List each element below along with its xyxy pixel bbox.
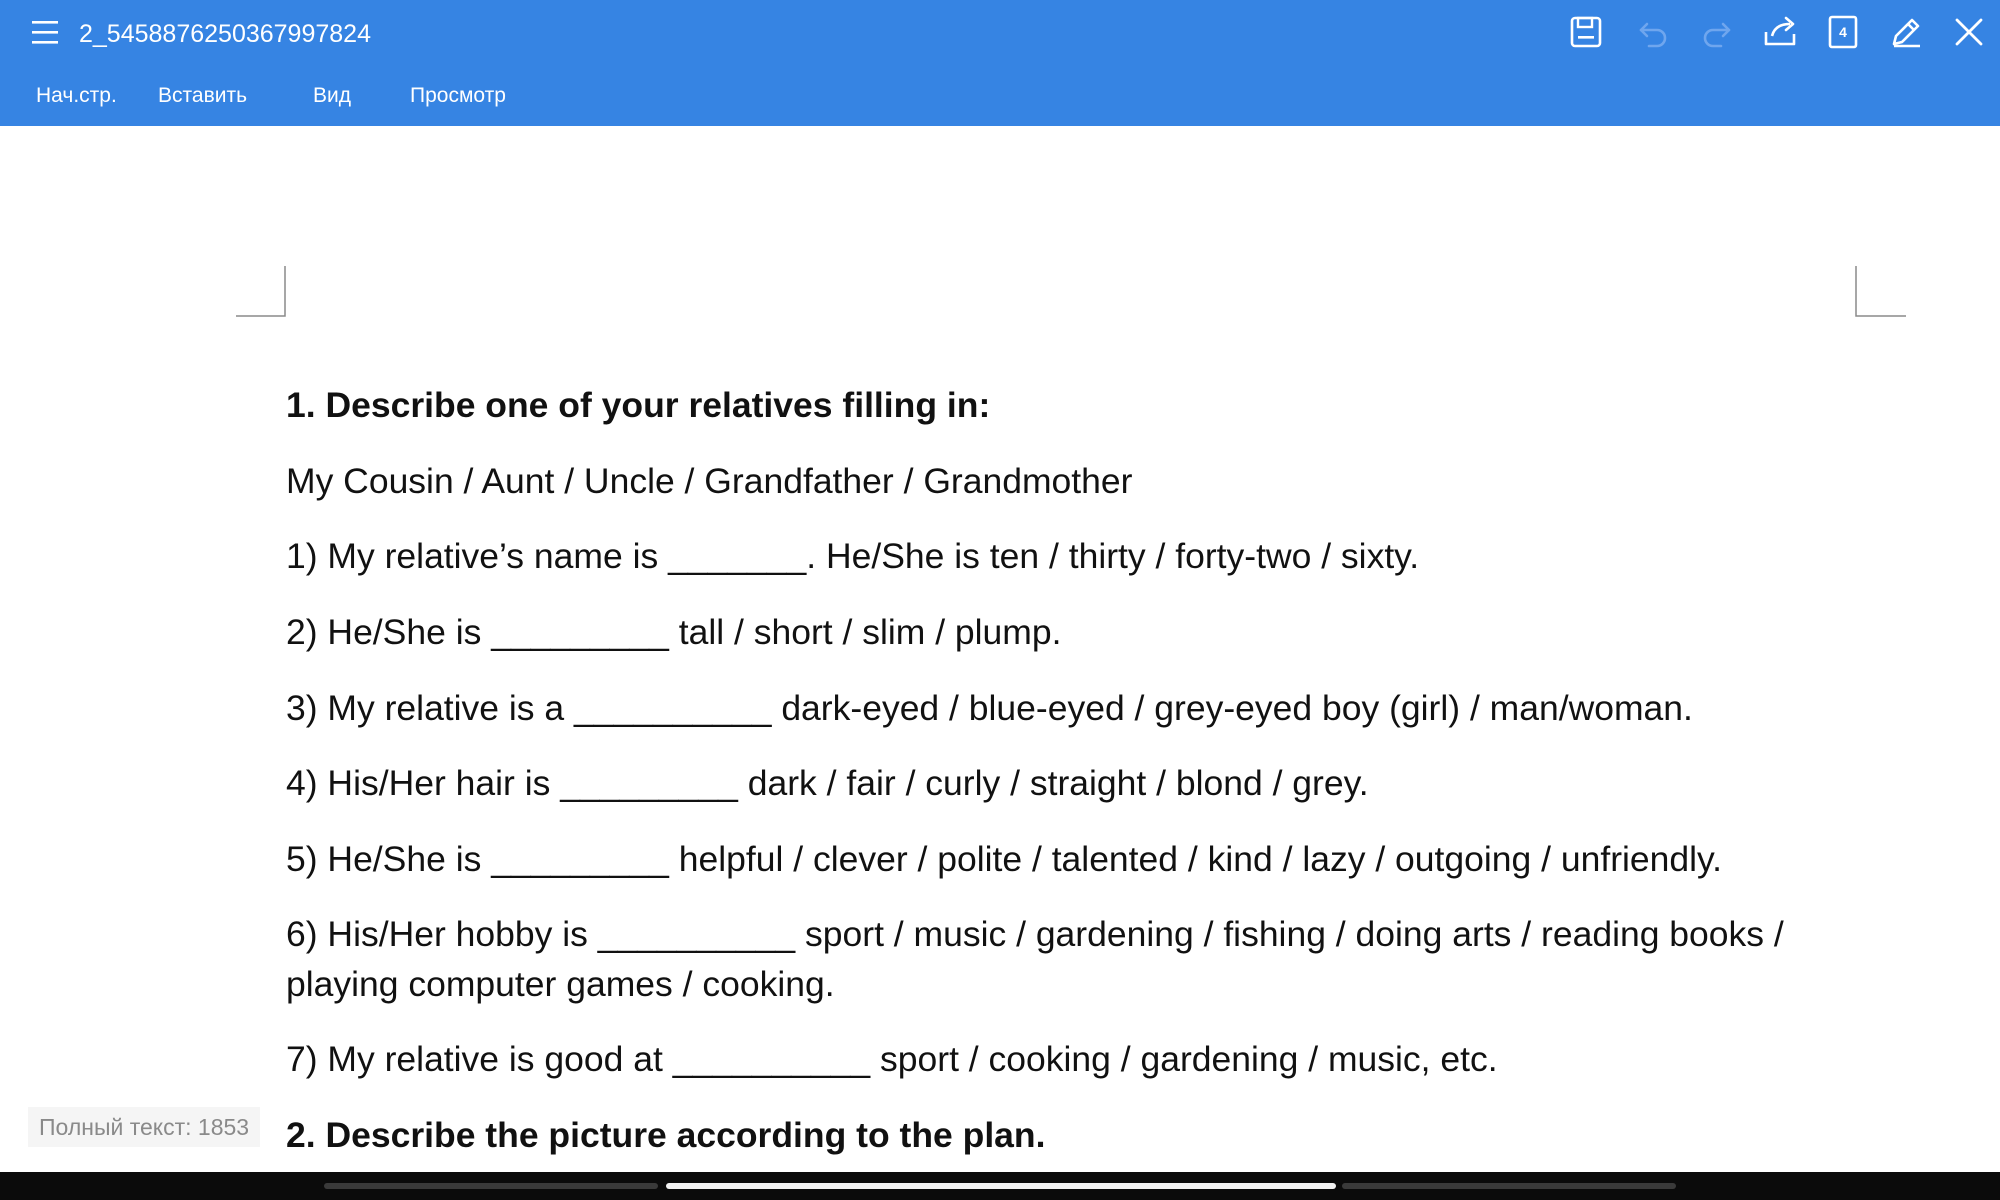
item-4: 4) His/Her hair is _________ dark / fair / curly / straight / blond / grey. (286, 763, 1369, 803)
gesture-handle[interactable] (666, 1183, 1336, 1189)
task-2-heading: 2. Describe the picture according to the plan. (286, 1115, 1046, 1155)
page-count-label: 4 (1839, 24, 1847, 40)
task-1-heading: 1. Describe one of your relatives filling in: (286, 385, 991, 425)
item-1: 1) My relative’s name is _______. He/She is ten / thirty / forty-two / sixty. (286, 536, 1420, 576)
app-toolbar (0, 0, 2000, 126)
share-icon[interactable] (1760, 12, 1800, 52)
crop-mark-left (230, 262, 290, 322)
document-title: 2_5458876250367997824 (79, 20, 371, 48)
navigation-bar (0, 1172, 2000, 1200)
item-7: 7) My relative is good at __________ sport / cooking / gardening / music, etc. (286, 1039, 1498, 1079)
scroll-track-right (1342, 1183, 1676, 1189)
relatives-options: My Cousin / Aunt / Uncle / Grandfather / Grandmother (286, 461, 1133, 501)
item-5: 5) He/She is _________ helpful / clever / polite / talented / kind / lazy / outgoing / unfriendly. (286, 839, 1722, 879)
tab-review[interactable]: Просмотр (410, 84, 506, 107)
word-count-label: Полный текст: 1853 (28, 1107, 260, 1147)
close-icon[interactable] (1949, 12, 1989, 52)
crop-mark-right (1852, 262, 1912, 322)
edit-icon[interactable] (1886, 12, 1926, 52)
save-icon[interactable] (1566, 12, 1606, 52)
redo-icon[interactable] (1697, 12, 1737, 52)
page-count-icon[interactable] (1823, 12, 1863, 52)
menu-icon[interactable] (30, 17, 60, 47)
tab-home[interactable]: Нач.стр. (36, 84, 117, 107)
scroll-track-left (324, 1183, 658, 1189)
item-6: 6) His/Her hobby is __________ sport / music / gardening / fishing / doing arts / reading books / playing computer games / cooking. (286, 914, 1784, 1004)
item-3: 3) My relative is a __________ dark-eyed / blue-eyed / grey-eyed boy (girl) / man/woman. (286, 688, 1693, 728)
undo-icon[interactable] (1633, 12, 1673, 52)
item-2: 2) He/She is _________ tall / short / slim / plump. (286, 612, 1062, 652)
tab-insert[interactable]: Вставить (158, 84, 248, 107)
tab-view[interactable]: Вид (313, 84, 351, 107)
